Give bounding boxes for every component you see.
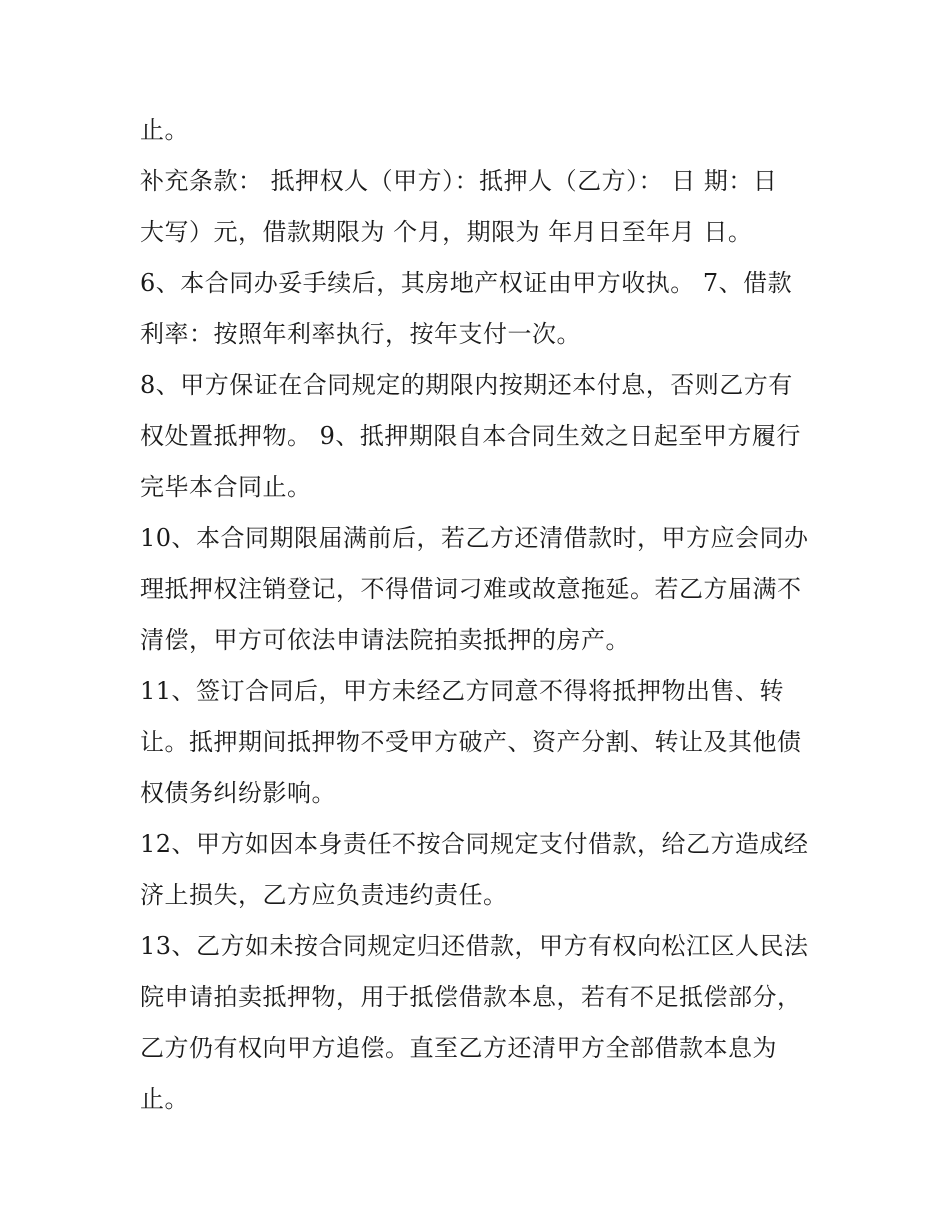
contract-text	[140, 105, 830, 1125]
text-line: 权债务纠纷影响。	[140, 779, 336, 807]
text-line: 完毕本合同止。	[140, 473, 312, 501]
text-line: 利率：按照年利率执行，按年支付一次。	[140, 320, 581, 348]
text-line: 止。	[140, 1085, 189, 1113]
text-line: 大写）元，借款期限为 个月，期限为 年月日至年月 日。	[140, 218, 753, 246]
text-line: 清偿，甲方可依法申请法院拍卖抵押的房产。	[140, 626, 630, 654]
text-line: 补充条款： 抵押权人（甲方）：抵押人（乙方）： 日 期：日	[140, 167, 778, 195]
text-line: 止。	[140, 116, 189, 144]
text-line: 8、甲方保证在合同规定的期限内按期还本付息，否则乙方有	[140, 371, 793, 399]
text-line: 11、签订合同后，甲方未经乙方同意不得将抵押物出售、转	[140, 677, 785, 705]
text-line: 12、甲方如因本身责任不按合同规定支付借款，给乙方造成经	[140, 830, 809, 858]
text-line: 让。抵押期间抵押物不受甲方破产、资产分割、转让及其他债	[140, 728, 802, 756]
text-line: 权处置抵押物。 9、抵押期限自本合同生效之日起至甲方履行	[140, 422, 801, 450]
text-line: 理抵押权注销登记，不得借词刁难或故意拖延。若乙方届满不	[140, 575, 802, 603]
text-line: 13、乙方如未按合同规定归还借款，甲方有权向松江区人民法	[140, 932, 809, 960]
text-line: 院申请拍卖抵押物，用于抵偿借款本息，若有不足抵偿部分，	[140, 983, 802, 1011]
text-line: 10、本合同期限届满前后，若乙方还清借款时，甲方应会同办	[140, 524, 809, 552]
text-line: 济上损失，乙方应负责违约责任。	[140, 881, 508, 909]
text-line: 乙方仍有权向甲方追偿。直至乙方还清甲方全部借款本息为	[140, 1034, 777, 1062]
text-line: 6、本合同办妥手续后，其房地产权证由甲方收执。 7、借款	[140, 269, 793, 297]
